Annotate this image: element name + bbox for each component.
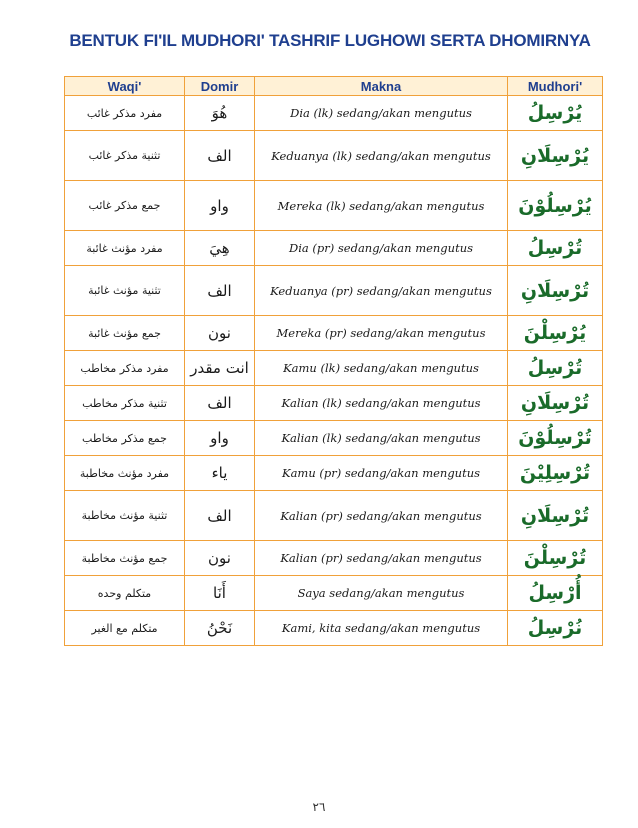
table-row <box>65 351 603 386</box>
makna-cell: Dia (lk) sedang/akan mengutus <box>255 96 508 131</box>
table-row <box>65 611 603 646</box>
mudhori-cell: تُرْسِلْنَ <box>508 541 603 576</box>
waqi-cell: جمع مؤنث غائبة <box>65 316 185 351</box>
table-row <box>65 456 603 491</box>
makna-cell: Kalian (lk) sedang/akan mengutus <box>255 386 508 421</box>
domir-cell: نون <box>185 316 255 351</box>
domir-cell: الف <box>185 386 255 421</box>
domir-cell: نَحْنُ <box>185 611 255 646</box>
mudhori-cell: نُرْسِلُ <box>508 611 603 646</box>
makna-cell: Saya sedang/akan mengutus <box>255 576 508 611</box>
waqi-cell: جمع مؤنث مخاطبة <box>65 541 185 576</box>
header-waqi: Waqi' <box>65 77 185 96</box>
makna-cell: Kami, kita sedang/akan mengutus <box>255 611 508 646</box>
domir-cell: الف <box>185 266 255 316</box>
table-row <box>65 386 603 421</box>
makna-cell: Keduanya (lk) sedang/akan mengutus <box>255 131 508 181</box>
page-number: ٢٦ <box>312 800 326 814</box>
makna-cell: Kamu (lk) sedang/akan mengutus <box>255 351 508 386</box>
table-body <box>65 96 603 646</box>
table-row <box>65 421 603 456</box>
waqi-cell: متكلم وحده <box>65 576 185 611</box>
makna-cell: Kalian (lk) sedang/akan mengutus <box>255 421 508 456</box>
waqi-cell: مفرد مذكر مخاطب <box>65 351 185 386</box>
domir-cell: ياء <box>185 456 255 491</box>
waqi-cell: متكلم مع الغير <box>65 611 185 646</box>
waqi-cell: جمع مذكر غائب <box>65 181 185 231</box>
waqi-cell: جمع مذكر مخاطب <box>65 421 185 456</box>
makna-cell: Mereka (pr) sedang/akan mengutus <box>255 316 508 351</box>
table-row <box>65 131 603 181</box>
mudhori-cell: أُرْسِلُ <box>508 576 603 611</box>
table-row <box>65 266 603 316</box>
waqi-cell: تثنية مذكر مخاطب <box>65 386 185 421</box>
domir-cell: أَنَا <box>185 576 255 611</box>
waqi-cell: تثنية مؤنث غائبة <box>65 266 185 316</box>
mudhori-cell: تُرْسِلَانِ <box>508 491 603 541</box>
waqi-cell: مفرد مؤنث غائبة <box>65 231 185 266</box>
domir-cell: هُوَ <box>185 96 255 131</box>
conjugation-table <box>64 76 603 646</box>
domir-cell: الف <box>185 131 255 181</box>
mudhori-cell: تُرْسِلَانِ <box>508 266 603 316</box>
mudhori-cell: يُرْسِلُوْنَ <box>508 181 603 231</box>
makna-cell: Kamu (pr) sedang/akan mengutus <box>255 456 508 491</box>
header-makna: Makna <box>255 77 508 96</box>
mudhori-cell: يُرْسِلْنَ <box>508 316 603 351</box>
waqi-cell: تثنية مؤنث مخاطبة <box>65 491 185 541</box>
makna-cell: Dia (pr) sedang/akan mengutus <box>255 231 508 266</box>
table-row <box>65 576 603 611</box>
mudhori-cell: يُرْسِلَانِ <box>508 131 603 181</box>
table-header-row <box>65 77 603 96</box>
table-row <box>65 231 603 266</box>
table-row <box>65 541 603 576</box>
table-row <box>65 491 603 541</box>
mudhori-cell: يُرْسِلُ <box>508 96 603 131</box>
waqi-cell: مفرد مؤنث مخاطبة <box>65 456 185 491</box>
header-mudhori: Mudhori' <box>508 77 603 96</box>
makna-cell: Mereka (lk) sedang/akan mengutus <box>255 181 508 231</box>
makna-cell: Kalian (pr) sedang/akan mengutus <box>255 541 508 576</box>
mudhori-cell: تُرْسِلَانِ <box>508 386 603 421</box>
makna-cell: Keduanya (pr) sedang/akan mengutus <box>255 266 508 316</box>
mudhori-cell: تُرْسِلِيْنَ <box>508 456 603 491</box>
mudhori-cell: تُرْسِلُوْنَ <box>508 421 603 456</box>
makna-cell: Kalian (pr) sedang/akan mengutus <box>255 491 508 541</box>
mudhori-cell: تُرْسِلُ <box>508 351 603 386</box>
domir-cell: انت مقدر <box>185 351 255 386</box>
domir-cell: واو <box>185 181 255 231</box>
domir-cell: واو <box>185 421 255 456</box>
table-row <box>65 316 603 351</box>
table-row <box>65 181 603 231</box>
domir-cell: الف <box>185 491 255 541</box>
mudhori-cell: تُرْسِلُ <box>508 231 603 266</box>
domir-cell: نون <box>185 541 255 576</box>
table-row <box>65 96 603 131</box>
waqi-cell: تثنية مذكر غائب <box>65 131 185 181</box>
page-title: BENTUK FI'IL MUDHORI' TASHRIF LUGHOWI SERTA DHOMIRNYA <box>69 31 591 50</box>
waqi-cell: مفرد مذكر غائب <box>65 96 185 131</box>
domir-cell: هِيَ <box>185 231 255 266</box>
header-domir: Domir <box>185 77 255 96</box>
